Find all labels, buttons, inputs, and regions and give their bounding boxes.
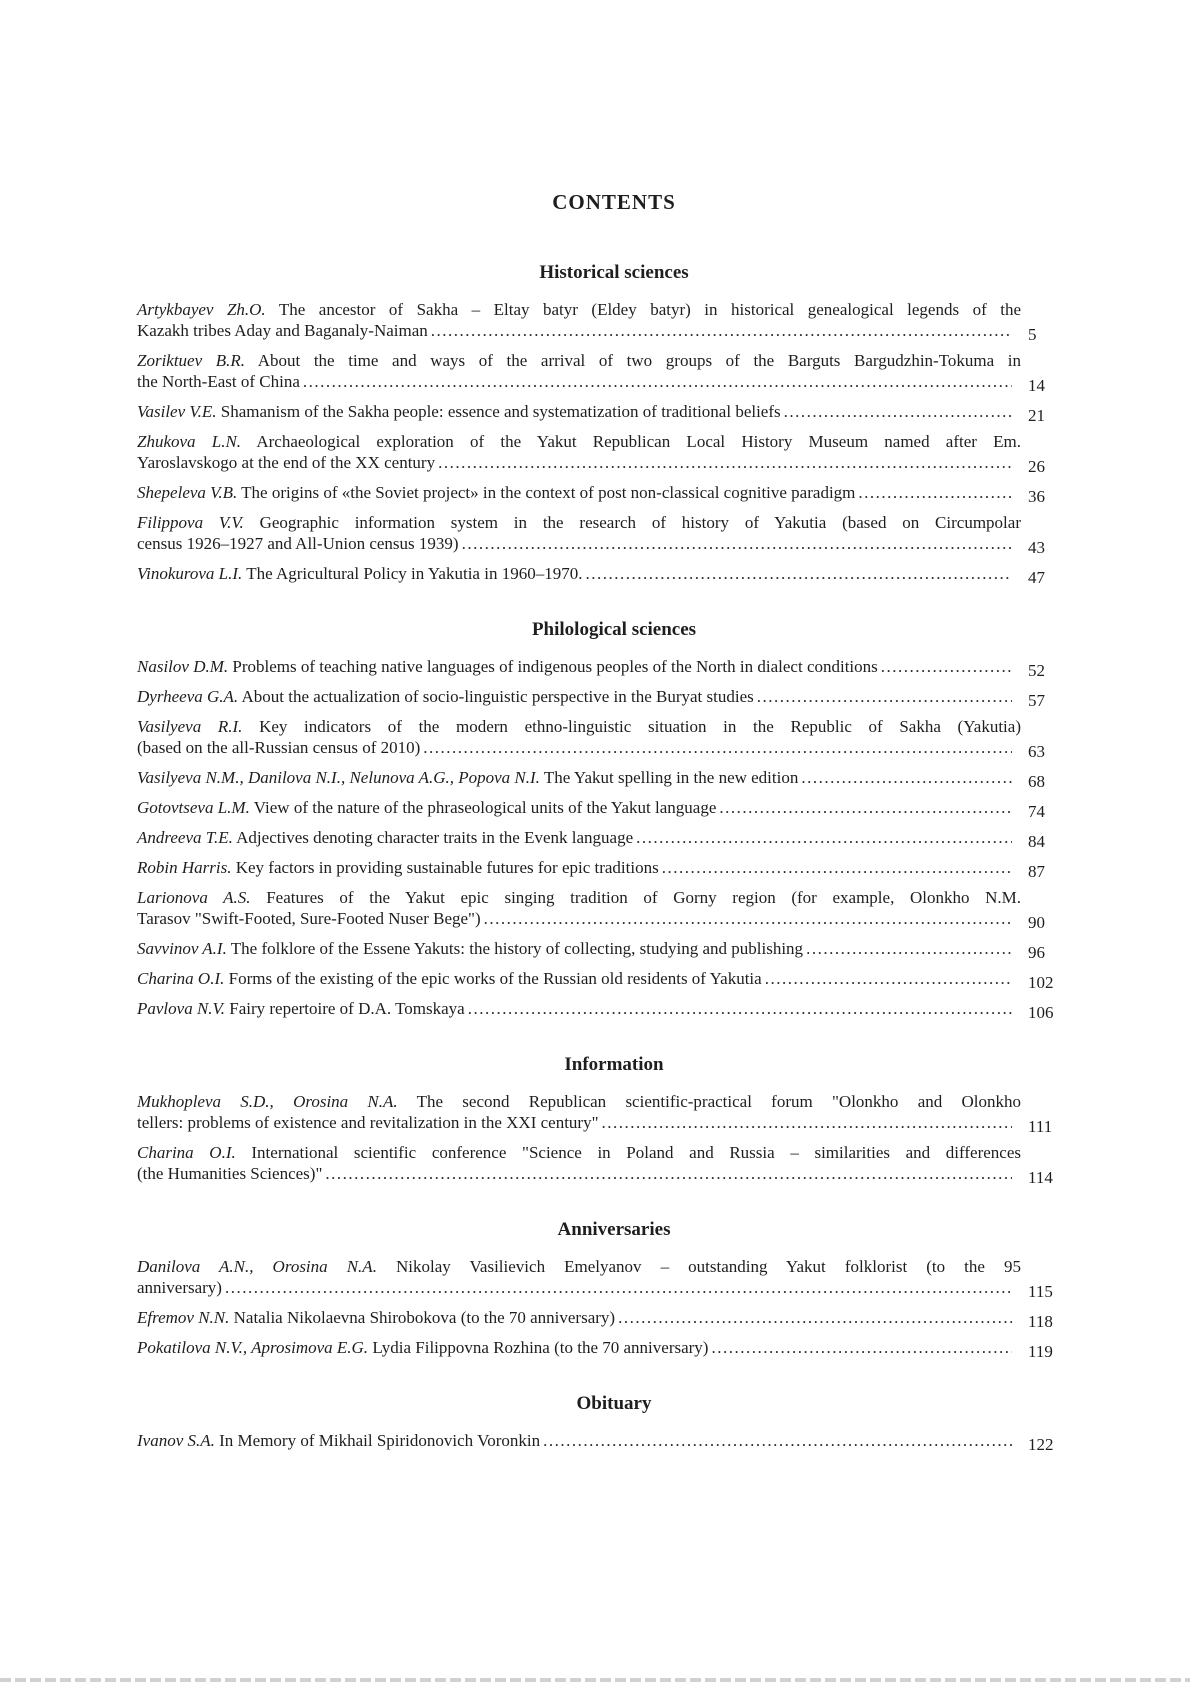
toc-entry (137, 1337, 1062, 1361)
page-number: 122 (1028, 1435, 1054, 1454)
toc-entry (137, 938, 1062, 962)
entry-authors: Charina O.I. (137, 1143, 236, 1162)
page-number: 43 (1028, 538, 1045, 557)
entry-line (137, 1112, 1062, 1136)
dot-leader (618, 1307, 1012, 1328)
toc-entry (137, 827, 1062, 851)
entry-text: tellers: problems of existence and revitalization in the XXI century" (137, 1113, 599, 1132)
entry-authors: Efremov N.N. (137, 1308, 230, 1327)
toc-entry (137, 512, 1062, 557)
toc-entry (137, 431, 1062, 476)
entry-authors: Larionova A.S. (137, 888, 251, 907)
toc-section (137, 1392, 1062, 1454)
dot-leader (543, 1430, 1012, 1451)
page-number: 115 (1028, 1282, 1053, 1301)
entry-line (137, 533, 1062, 557)
entry-authors: Vinokurova L.I. (137, 564, 243, 583)
entry-text: Danilova A.N., Orosina N.A. Nikolay Vasilievich Emelyanov – outstanding Yakut folklorist (to the 95 (137, 1257, 1022, 1276)
entry-text: anniversary) (137, 1278, 222, 1297)
entry-authors: Andreeva T.E. (137, 828, 233, 847)
entry-text: Vasilev V.E. Shamanism of the Sakha people: essence and systematization of traditional beliefs (137, 402, 781, 421)
toc-section (137, 261, 1062, 587)
dot-leader (438, 452, 1012, 473)
dot-leader (801, 767, 1012, 788)
section-heading: Information (564, 1054, 664, 1075)
entry-authors: Mukhopleva S.D., Orosina N.A. (137, 1092, 398, 1111)
entry-line (137, 998, 1062, 1022)
toc-section (137, 618, 1062, 1022)
entry-line (137, 431, 1021, 452)
entry-line (137, 908, 1062, 932)
section-entries (137, 299, 1062, 587)
section-entries (137, 1091, 1062, 1187)
toc-entry (137, 1430, 1062, 1454)
entry-text: Vinokurova L.I. The Agricultural Policy in Yakutia in 1960–1970. (137, 564, 583, 583)
entry-authors: Shepeleva V.B. (137, 483, 238, 502)
dot-leader (431, 320, 1012, 341)
page-number: 74 (1028, 802, 1045, 821)
entry-authors: Vasilyeva N.M., Danilova N.I., Nelunova A.G., Popova N.I. (137, 768, 540, 787)
page-number: 90 (1028, 913, 1045, 932)
toc-entry (137, 482, 1062, 506)
entry-line (137, 1091, 1021, 1112)
section-entries (137, 1256, 1062, 1361)
entry-text: Filippova V.V. Geographic information system in the research of history of Yakutia (based on Circumpolar (137, 513, 1021, 532)
toc-entry (137, 656, 1062, 680)
section-heading: Obituary (576, 1393, 652, 1414)
dot-leader (711, 1337, 1012, 1358)
entry-text: Kazakh tribes Aday and Baganaly-Naiman (137, 321, 428, 340)
toc-entry (137, 998, 1062, 1022)
entry-text: Pavlova N.V. Fairy repertoire of D.A. Tomskaya (137, 999, 465, 1018)
entry-line (137, 968, 1062, 992)
toc-entry (137, 563, 1062, 587)
section-entries (137, 656, 1062, 1022)
page-number: 21 (1028, 406, 1045, 425)
page-title: CONTENTS (552, 190, 676, 214)
entry-text: Savvinov A.I. The folklore of the Essene Yakuts: the history of collecting, studying and publishing (137, 939, 804, 958)
entry-line (137, 1256, 1021, 1277)
entry-line (137, 1142, 1021, 1163)
entry-text: Charina O.I. International scientific conference "Science in Poland and Russia – similarities and differences (137, 1143, 1022, 1162)
entry-text: the North-East of China (137, 372, 300, 391)
entry-text: Ivanov S.A. In Memory of Mikhail Spiridonovich Voronkin (137, 1431, 541, 1450)
entry-authors: Artykbayev Zh.O. (137, 300, 266, 319)
dot-leader (719, 797, 1012, 818)
entry-authors: Charina O.I. (137, 969, 225, 988)
page-number: 52 (1028, 661, 1045, 680)
entry-text: Zhukova L.N. Archaeological exploration of the Yakut Republican Local History Museum named after Em. (137, 432, 1022, 451)
page-number: 96 (1028, 943, 1045, 962)
entry-line (137, 887, 1021, 908)
page-number: 68 (1028, 772, 1045, 791)
entry-line (137, 1277, 1062, 1301)
entry-line (137, 482, 1062, 506)
entry-authors: Danilova A.N., Orosina N.A. (137, 1257, 377, 1276)
entry-text: Andreeva T.E. Adjectives denoting character traits in the Evenk language (137, 828, 634, 847)
page-number: 47 (1028, 568, 1045, 587)
entry-line (137, 827, 1062, 851)
entry-authors: Pokatilova N.V., Aprosimova E.G. (137, 1338, 369, 1357)
entry-authors: Pavlova N.V. (137, 999, 225, 1018)
entry-authors: Nasilov D.M. (137, 657, 229, 676)
toc-entry (137, 1256, 1062, 1301)
page-number: 63 (1028, 742, 1045, 761)
toc-entry (137, 968, 1062, 992)
toc-entry (137, 797, 1062, 821)
entry-authors: Robin Harris. (137, 858, 232, 877)
dot-leader (484, 908, 1012, 929)
toc-section (137, 1218, 1062, 1361)
entry-line (137, 1307, 1062, 1331)
dot-leader (662, 857, 1012, 878)
entry-text: Gotovtseva L.M. View of the nature of the phraseological units of the Yakut language (137, 798, 717, 817)
toc-entry (137, 299, 1062, 344)
dot-leader (585, 563, 1012, 584)
entry-line (137, 371, 1062, 395)
entry-authors: Ivanov S.A. (137, 1431, 215, 1450)
page-number: 84 (1028, 832, 1045, 851)
toc-section (137, 1053, 1062, 1187)
toc-entry (137, 1307, 1062, 1331)
dot-leader (806, 938, 1012, 959)
toc-entry (137, 686, 1062, 710)
entry-line (137, 716, 1021, 737)
entry-line (137, 563, 1062, 587)
toc-entry (137, 350, 1062, 395)
toc-entry (137, 767, 1062, 791)
entry-line (137, 350, 1021, 371)
toc-entry (137, 1142, 1062, 1187)
entry-text: (the Humanities Sciences)" (137, 1164, 323, 1183)
entry-authors: Savvinov A.I. (137, 939, 227, 958)
entry-line (137, 512, 1021, 533)
sections-container (137, 261, 1062, 1454)
entry-line (137, 1430, 1062, 1454)
entry-authors: Dyrheeva G.A. (137, 687, 239, 706)
entry-authors: Gotovtseva L.M. (137, 798, 250, 817)
entry-line (137, 1337, 1062, 1361)
entry-text: Tarasov "Swift-Footed, Sure-Footed Nuser Bege") (137, 909, 481, 928)
entry-line (137, 857, 1062, 881)
entry-authors: Zhukova L.N. (137, 432, 242, 451)
section-heading: Philological sciences (531, 619, 697, 640)
entry-line (137, 797, 1062, 821)
entry-text: Vasilyeva N.M., Danilova N.I., Nelunova A.G., Popova N.I. The Yakut spelling in the new edition (137, 768, 799, 787)
entry-line (137, 299, 1021, 320)
page-number: 36 (1028, 487, 1045, 506)
page-number: 102 (1028, 973, 1054, 992)
page-number: 114 (1028, 1168, 1053, 1187)
dot-leader (225, 1277, 1012, 1298)
entry-text: Dyrheeva G.A. About the actualization of socio-linguistic perspective in the Buryat studies (137, 687, 754, 706)
entry-text: Efremov N.N. Natalia Nikolaevna Shirobokova (to the 70 anniversary) (137, 1308, 616, 1327)
entry-line (137, 938, 1062, 962)
entry-text: Nasilov D.M. Problems of teaching native languages of indigenous peoples of the North in dialect conditions (137, 657, 878, 676)
toc-entry (137, 1091, 1062, 1136)
entry-text: (based on the all-Russian census of 2010) (137, 738, 421, 757)
entry-authors: Vasilev V.E. (137, 402, 217, 421)
toc-entry (137, 401, 1062, 425)
entry-authors: Vasilyeva R.I. (137, 717, 243, 736)
entry-text: Vasilyeva R.I. Key indicators of the modern ethno-linguistic situation in the Republic of Sakha (Yakutia) (137, 717, 1021, 736)
contents-page (137, 189, 1062, 1460)
entry-text: Shepeleva V.B. The origins of «the Soviet project» in the context of post non-classical cognitive paradigm (137, 483, 856, 502)
dot-leader (468, 998, 1012, 1019)
toc-entry (137, 887, 1062, 932)
entry-text: Larionova A.S. Features of the Yakut epic singing tradition of Gorny region (for example, Olonkho N.M. (137, 888, 1021, 907)
entry-line (137, 737, 1062, 761)
dot-leader (602, 1112, 1012, 1133)
entry-text: census 1926–1927 and All-Union census 1939) (137, 534, 459, 553)
page-number: 106 (1028, 1003, 1054, 1022)
entry-line (137, 401, 1062, 425)
dot-leader (784, 401, 1012, 422)
page-number: 5 (1028, 325, 1037, 344)
section-heading: Anniversaries (557, 1219, 671, 1240)
dot-leader (636, 827, 1012, 848)
page-number: 87 (1028, 862, 1045, 881)
entry-line (137, 1163, 1062, 1187)
toc-entry (137, 716, 1062, 761)
toc-entry (137, 857, 1062, 881)
entry-text: Yaroslavskogo at the end of the XX century (137, 453, 436, 472)
page-number: 57 (1028, 691, 1045, 710)
entry-text: Robin Harris. Key factors in providing sustainable futures for epic traditions (137, 858, 659, 877)
entry-line (137, 686, 1062, 710)
scan-edge-artifact (0, 1678, 1190, 1682)
page-number: 119 (1028, 1342, 1053, 1361)
dot-leader (303, 371, 1012, 392)
dot-leader (325, 1163, 1012, 1184)
section-heading: Historical sciences (539, 262, 689, 283)
page-number: 111 (1028, 1117, 1053, 1136)
page-number: 14 (1028, 376, 1045, 395)
entry-text: Artykbayev Zh.O. The ancestor of Sakha – Eltay batyr (Eldey batyr) in historical genealogical legends of the (137, 300, 1021, 319)
entry-text: Pokatilova N.V., Aprosimova E.G. Lydia Filippovna Rozhina (to the 70 anniversary) (137, 1338, 709, 1357)
dot-leader (765, 968, 1012, 989)
dot-leader (858, 482, 1012, 503)
entry-line (137, 320, 1062, 344)
dot-leader (423, 737, 1012, 758)
entry-line (137, 452, 1062, 476)
entry-text: Mukhopleva S.D., Orosina N.A. The second Republican scientific-practical forum "Olonkho and Olonkho (137, 1092, 1021, 1111)
entry-line (137, 767, 1062, 791)
entry-authors: Zoriktuev B.R. (137, 351, 246, 370)
dot-leader (881, 656, 1012, 677)
entry-authors: Filippova V.V. (137, 513, 244, 532)
entry-text: Zoriktuev B.R. About the time and ways of the arrival of two groups of the Barguts Bargudzhin-Tokuma in (137, 351, 1022, 370)
page-number: 118 (1028, 1312, 1053, 1331)
page-number: 26 (1028, 457, 1045, 476)
entry-line (137, 656, 1062, 680)
dot-leader (462, 533, 1012, 554)
dot-leader (757, 686, 1012, 707)
entry-text: Charina O.I. Forms of the existing of the epic works of the Russian old residents of Yakutia (137, 969, 762, 988)
section-entries (137, 1430, 1062, 1454)
